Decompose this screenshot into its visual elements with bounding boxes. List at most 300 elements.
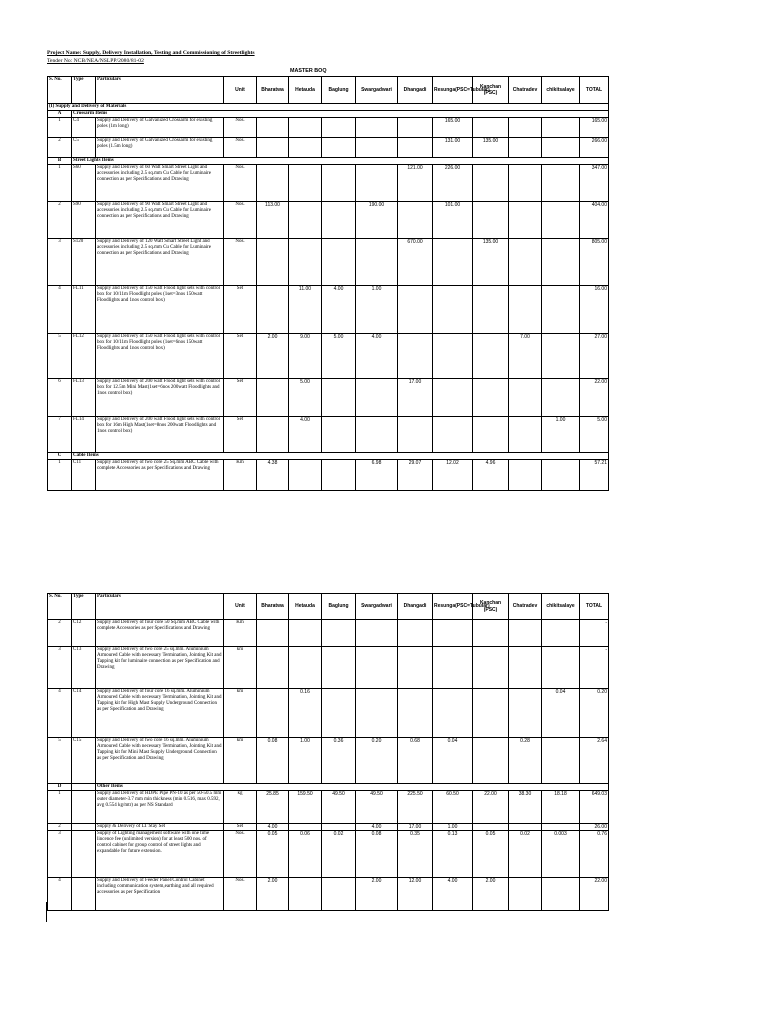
cell-quantity bbox=[322, 379, 356, 417]
cell-quantity bbox=[398, 689, 433, 738]
cell-quantity bbox=[509, 165, 542, 202]
cell-quantity: 25.85 bbox=[257, 791, 289, 824]
col-baglung: Baglung bbox=[322, 77, 356, 104]
cell-sno: 5 bbox=[48, 738, 72, 784]
cell-quantity: 159.50 bbox=[289, 791, 322, 824]
cell-unit: Nos. bbox=[224, 118, 257, 138]
col-chikitsalaye: chikitsalaye bbox=[542, 77, 580, 104]
cell-total: 57.21 bbox=[580, 460, 609, 491]
cell-particulars: Supply and Delivery of Feeder Panel/Control Cabinet including communication system,earthing and all required accessories as per Specification bbox=[96, 878, 224, 911]
col-dhangadi: Dhangadi bbox=[398, 77, 433, 104]
cell-type: C13 bbox=[72, 647, 96, 689]
cell-total: 649.03 bbox=[580, 791, 609, 824]
table-row bbox=[48, 417, 609, 453]
cell-quantity: 0.16 bbox=[289, 689, 322, 738]
col-bharatwa: Bharatwa bbox=[257, 77, 289, 104]
cell-quantity bbox=[542, 460, 580, 491]
cell-quantity bbox=[542, 118, 580, 138]
cell-quantity bbox=[257, 689, 289, 738]
section-name: Cable Items bbox=[72, 453, 609, 460]
cell-quantity: 4.00 bbox=[322, 286, 356, 334]
table-row bbox=[48, 379, 609, 417]
section-name: Crossarm Items bbox=[72, 111, 609, 118]
cell-unit: Nos. bbox=[224, 831, 257, 878]
cell-total: - bbox=[580, 647, 609, 689]
page-edge-line bbox=[46, 902, 47, 922]
cell-quantity bbox=[542, 334, 580, 379]
cell-particulars: Supply and Delivery of 150 watt Flood light sets with control box for 10/11m Floodlight poles (1set=6nos 150watt Floodlights and 1nos control box) bbox=[96, 334, 224, 379]
cell-quantity bbox=[433, 620, 473, 647]
cell-quantity bbox=[473, 824, 509, 831]
table-header-row bbox=[48, 594, 609, 620]
cell-quantity: 12.02 bbox=[433, 460, 473, 491]
cell-unit: Nos. bbox=[224, 138, 257, 158]
cell-quantity bbox=[433, 379, 473, 417]
cell-quantity bbox=[473, 620, 509, 647]
cell-quantity bbox=[356, 239, 398, 286]
cell-total: 805.00 bbox=[580, 239, 609, 286]
section-row-a bbox=[48, 111, 609, 118]
cell-quantity: 4.38 bbox=[257, 460, 289, 491]
cell-quantity bbox=[322, 460, 356, 491]
cell-particulars: Supply and Delivery of Galvanized Crossarm for existing poles (1m long) bbox=[96, 118, 224, 138]
cell-quantity bbox=[473, 417, 509, 453]
col-particulars: Particulars bbox=[96, 594, 224, 620]
cell-quantity bbox=[356, 379, 398, 417]
cell-quantity: 4.00 bbox=[356, 334, 398, 379]
cell-type bbox=[72, 878, 96, 911]
cell-quantity bbox=[398, 620, 433, 647]
cell-quantity bbox=[322, 138, 356, 158]
cell-type: C12 bbox=[72, 620, 96, 647]
cell-particulars: Supply and Delivery of Galvanized Crossarm for existing poles (1.5m long) bbox=[96, 138, 224, 158]
cell-total: 404.00 bbox=[580, 202, 609, 239]
cell-quantity bbox=[257, 239, 289, 286]
cell-quantity: 2.00 bbox=[356, 878, 398, 911]
cell-quantity: 4.00 bbox=[289, 417, 322, 453]
cell-quantity: 670.00 bbox=[398, 239, 433, 286]
cell-sno: 1 bbox=[48, 791, 72, 824]
cell-particulars: Supply and Delivery of 60 Watt Smart Street Light and accessories including 2.5 sq.mm Cu Cable for Luminaire connection as per Specifications and Drawing bbox=[96, 165, 224, 202]
cell-total: 0.20 bbox=[580, 689, 609, 738]
cell-quantity: 165.00 bbox=[433, 118, 473, 138]
cell-particulars: Supply and Delivery of 120 Watt Smart Street Light and accessories including 2.5 sq.mm Cu Cable for Luminaire connection as per Specifications and Drawing bbox=[96, 239, 224, 286]
cell-quantity bbox=[473, 689, 509, 738]
table-row bbox=[48, 689, 609, 738]
cell-sno: 7 bbox=[48, 417, 72, 453]
cell-sno: 2 bbox=[48, 824, 72, 831]
cell-quantity bbox=[433, 689, 473, 738]
cell-unit: Nos. bbox=[224, 878, 257, 911]
cell-quantity bbox=[289, 118, 322, 138]
cell-quantity bbox=[542, 165, 580, 202]
cell-quantity bbox=[398, 118, 433, 138]
cell-quantity bbox=[509, 824, 542, 831]
cell-quantity: 1.00 bbox=[433, 824, 473, 831]
cell-quantity bbox=[509, 460, 542, 491]
cell-quantity: 190.00 bbox=[356, 202, 398, 239]
cell-quantity: 60.50 bbox=[433, 791, 473, 824]
cell-quantity: 0.08 bbox=[356, 831, 398, 878]
cell-quantity: 9.00 bbox=[289, 334, 322, 379]
cell-quantity bbox=[322, 417, 356, 453]
table-row bbox=[48, 239, 609, 286]
cell-particulars: Supply and Delivery of 200 watt Flood light sets with control box for 12.5m Mini Mast(1set=6nos 200watt Floodlights and 1nos control box) bbox=[96, 379, 224, 417]
section-row-d bbox=[48, 784, 609, 791]
cell-quantity: 1.00 bbox=[542, 417, 580, 453]
cell-quantity bbox=[433, 286, 473, 334]
cell-quantity: 121.00 bbox=[398, 165, 433, 202]
cell-sno: 4 bbox=[48, 878, 72, 911]
section-row-i bbox=[48, 104, 609, 111]
col-total: TOTAL bbox=[580, 594, 609, 620]
cell-particulars: Supply & Delivery of LT Stay Set bbox=[96, 824, 224, 831]
cell-particulars: Supply and Delivery of HDPE Pipe PN-10 as per 50-50.5 mm outer diameter-3.7 mm min thickness (min 0.516, max 0.592, avg 0.554 kg/mtr) as per NS Standard bbox=[96, 791, 224, 824]
cell-quantity bbox=[398, 202, 433, 239]
cell-type: C4 bbox=[72, 118, 96, 138]
col-sno: S. No. bbox=[48, 77, 72, 104]
cell-quantity bbox=[257, 118, 289, 138]
col-bharatwa: Bharatwa bbox=[257, 594, 289, 620]
cell-quantity: 0.20 bbox=[356, 738, 398, 784]
cell-particulars: Supply and Delivery of 90 Watt Smart Street Light and accessories including 2.5 sq.mm Cu Cable for Luminaire connection as per Specifications and Drawing bbox=[96, 202, 224, 239]
table-row bbox=[48, 165, 609, 202]
cell-sno: 6 bbox=[48, 379, 72, 417]
cell-quantity: 49.50 bbox=[322, 791, 356, 824]
cell-quantity: 2.00 bbox=[257, 334, 289, 379]
cell-quantity bbox=[509, 620, 542, 647]
cell-quantity bbox=[322, 165, 356, 202]
table-row bbox=[48, 824, 609, 831]
cell-quantity bbox=[509, 202, 542, 239]
section-i-label: (I) Supply and Delivery of Materials bbox=[48, 104, 609, 111]
col-swargadwari: Swargadwari bbox=[356, 77, 398, 104]
cell-quantity: 0.003 bbox=[542, 831, 580, 878]
cell-quantity bbox=[542, 138, 580, 158]
cell-quantity bbox=[509, 239, 542, 286]
cell-particulars: Supply and Delivery of two core 25 Sq.mm ABC Cable with complete Accessories as per Specifications and Drawing bbox=[96, 460, 224, 491]
cell-quantity bbox=[322, 202, 356, 239]
table-row bbox=[48, 647, 609, 689]
cell-quantity: 101.00 bbox=[433, 202, 473, 239]
col-particulars: Particulars bbox=[96, 77, 224, 104]
cell-quantity: 6.98 bbox=[356, 460, 398, 491]
cell-quantity bbox=[398, 417, 433, 453]
cell-quantity bbox=[398, 286, 433, 334]
cell-quantity bbox=[473, 118, 509, 138]
cell-quantity bbox=[356, 165, 398, 202]
cell-quantity bbox=[542, 239, 580, 286]
cell-quantity: 38.30 bbox=[509, 791, 542, 824]
cell-quantity: 5.00 bbox=[322, 334, 356, 379]
col-chatradev: Chatradev bbox=[509, 77, 542, 104]
boq-table-part-1 bbox=[47, 76, 609, 491]
cell-quantity: 4.96 bbox=[473, 460, 509, 491]
cell-type: FL12 bbox=[72, 334, 96, 379]
cell-total: 0.76 bbox=[580, 831, 609, 878]
cell-particulars: Supply and Delivery of two core 16 sq.mm. Aluminium Armoured Cable with necessary Termination, Jointing Kit and Tapping kit for Mini Mast Supply Underground Connection as per Specification and Drawing bbox=[96, 738, 224, 784]
col-chatradev: Chatradev bbox=[509, 594, 542, 620]
cell-quantity bbox=[509, 138, 542, 158]
col-chikitsalaye: chikitsalaye bbox=[542, 594, 580, 620]
cell-sno: 3 bbox=[48, 647, 72, 689]
col-hetauda: Hetauda bbox=[289, 594, 322, 620]
cell-sno: 2 bbox=[48, 620, 72, 647]
boq-table-part-2 bbox=[47, 593, 609, 911]
cell-sno: 3 bbox=[48, 831, 72, 878]
cell-quantity bbox=[257, 620, 289, 647]
section-name: Other Items bbox=[96, 784, 609, 791]
cell-type: FL11 bbox=[72, 286, 96, 334]
cell-quantity bbox=[289, 165, 322, 202]
cell-quantity: 131.00 bbox=[433, 138, 473, 158]
cell-type: C15 bbox=[72, 738, 96, 784]
cell-unit: km bbox=[224, 738, 257, 784]
cell-quantity: 0.28 bbox=[509, 738, 542, 784]
cell-quantity bbox=[289, 824, 322, 831]
cell-total: 266.00 bbox=[580, 138, 609, 158]
cell-particulars: Supply and Delivery of two core 25 sq.mm. Aluminium Armoured Cable with necessary Termination, Jointing Kit and Tapping kit for luminaire connection as per Specification and Drawing bbox=[96, 647, 224, 689]
cell-quantity bbox=[322, 239, 356, 286]
table-row bbox=[48, 831, 609, 878]
cell-total: 16.00 bbox=[580, 286, 609, 334]
cell-quantity: 0.13 bbox=[433, 831, 473, 878]
col-hetauda: Hetauda bbox=[289, 77, 322, 104]
cell-quantity: 0.68 bbox=[398, 738, 433, 784]
cell-quantity bbox=[289, 460, 322, 491]
cell-quantity bbox=[322, 824, 356, 831]
cell-unit: Set bbox=[224, 286, 257, 334]
cell-type: FL14 bbox=[72, 417, 96, 453]
cell-quantity: 22.00 bbox=[473, 791, 509, 824]
cell-type: S120 bbox=[72, 239, 96, 286]
cell-sno: 4 bbox=[48, 286, 72, 334]
cell-quantity: 0.05 bbox=[473, 831, 509, 878]
cell-type: C5 bbox=[72, 138, 96, 158]
cell-quantity: 0.36 bbox=[322, 738, 356, 784]
cell-quantity: 135.00 bbox=[473, 138, 509, 158]
section-row-b bbox=[48, 158, 609, 165]
cell-quantity bbox=[289, 620, 322, 647]
cell-total: 22.00 bbox=[580, 379, 609, 417]
cell-quantity: 113.00 bbox=[257, 202, 289, 239]
cell-quantity bbox=[356, 647, 398, 689]
cell-quantity bbox=[509, 689, 542, 738]
cell-total: 22.00 bbox=[580, 878, 609, 911]
cell-quantity bbox=[322, 689, 356, 738]
cell-quantity bbox=[257, 286, 289, 334]
cell-quantity: 226.00 bbox=[433, 165, 473, 202]
cell-type bbox=[72, 791, 96, 824]
table-row bbox=[48, 334, 609, 379]
table-row bbox=[48, 138, 609, 158]
col-resunga: Resunga(PSC=Tubular) bbox=[433, 77, 473, 104]
cell-quantity: 0.06 bbox=[289, 831, 322, 878]
cell-quantity bbox=[473, 165, 509, 202]
cell-quantity: 18.18 bbox=[542, 791, 580, 824]
cell-quantity bbox=[542, 647, 580, 689]
cell-quantity bbox=[542, 824, 580, 831]
cell-quantity bbox=[509, 878, 542, 911]
cell-sno: 4 bbox=[48, 689, 72, 738]
table-row bbox=[48, 118, 609, 138]
cell-quantity: 0.05 bbox=[257, 831, 289, 878]
col-unit: Unit bbox=[224, 77, 257, 104]
cell-quantity bbox=[433, 334, 473, 379]
cell-quantity: 225.50 bbox=[398, 791, 433, 824]
cell-quantity bbox=[509, 118, 542, 138]
col-unit: Unit bbox=[224, 594, 257, 620]
cell-quantity bbox=[473, 738, 509, 784]
cell-unit: Set bbox=[224, 379, 257, 417]
cell-quantity bbox=[322, 118, 356, 138]
col-baglung: Baglung bbox=[322, 594, 356, 620]
cell-particulars: Supply and Delivery of four core 50 Sq.mm ABC Cable with complete Accessories as per Specifications and Drawing bbox=[96, 620, 224, 647]
cell-unit: Set bbox=[224, 417, 257, 453]
cell-quantity bbox=[322, 878, 356, 911]
cell-quantity bbox=[473, 647, 509, 689]
table-row bbox=[48, 620, 609, 647]
cell-quantity bbox=[356, 417, 398, 453]
cell-quantity bbox=[542, 738, 580, 784]
cell-quantity bbox=[356, 689, 398, 738]
table-row bbox=[48, 460, 609, 491]
cell-quantity bbox=[289, 202, 322, 239]
cell-quantity bbox=[473, 286, 509, 334]
cell-quantity bbox=[257, 647, 289, 689]
cell-particulars: Supply and Delivery of 200 watt Flood light sets with control box for 16m High Mast(1set=8nos 200watt Floodlights and 1nos control box) bbox=[96, 417, 224, 453]
cell-sno: 3 bbox=[48, 239, 72, 286]
cell-sno: 2 bbox=[48, 138, 72, 158]
col-total: TOTAL bbox=[580, 77, 609, 104]
cell-quantity: 1.00 bbox=[289, 738, 322, 784]
cell-quantity bbox=[398, 334, 433, 379]
cell-quantity bbox=[322, 620, 356, 647]
table-row bbox=[48, 878, 609, 911]
table-row bbox=[48, 738, 609, 784]
cell-quantity: 11.00 bbox=[289, 286, 322, 334]
cell-quantity bbox=[289, 647, 322, 689]
table-header-row bbox=[48, 77, 609, 104]
cell-type: FL13 bbox=[72, 379, 96, 417]
tender-number: Tender No: NCB/NEA/NSLPP/2080/81-02 bbox=[47, 58, 144, 64]
cell-sno: 1 bbox=[48, 118, 72, 138]
cell-unit: km bbox=[224, 689, 257, 738]
cell-quantity bbox=[509, 379, 542, 417]
cell-particulars: Supply of Lighting management software with one time lincence fee (unlimited version) for at least 500 nos. of control cabinet for group control of street lights and expandable for future extension. bbox=[96, 831, 224, 878]
cell-sno: 2 bbox=[48, 202, 72, 239]
table-row bbox=[48, 286, 609, 334]
cell-total: 2.64 bbox=[580, 738, 609, 784]
cell-sno: 1 bbox=[48, 165, 72, 202]
cell-type bbox=[72, 824, 96, 831]
cell-quantity bbox=[473, 334, 509, 379]
col-kanchan: Kanchan (PSC) bbox=[473, 594, 509, 620]
section-letter: C bbox=[48, 453, 72, 460]
cell-quantity: 17.00 bbox=[398, 824, 433, 831]
section-letter: A bbox=[48, 111, 72, 118]
cell-total: 5.00 bbox=[580, 417, 609, 453]
cell-type bbox=[72, 831, 96, 878]
cell-quantity bbox=[433, 647, 473, 689]
cell-quantity bbox=[398, 647, 433, 689]
cell-quantity: 0.04 bbox=[542, 689, 580, 738]
cell-quantity: 2.00 bbox=[257, 878, 289, 911]
section-letter: D bbox=[48, 784, 72, 791]
section-letter: B bbox=[48, 158, 72, 165]
boq-title: MASTER BOQ bbox=[290, 68, 327, 74]
cell-quantity: 12.00 bbox=[398, 878, 433, 911]
cell-quantity: 1.00 bbox=[356, 286, 398, 334]
cell-quantity bbox=[322, 647, 356, 689]
cell-total: - bbox=[580, 620, 609, 647]
cell-quantity bbox=[473, 202, 509, 239]
cell-unit: Set bbox=[224, 334, 257, 379]
table-row bbox=[48, 791, 609, 824]
cell-quantity: 5.00 bbox=[289, 379, 322, 417]
cell-total: 26.00 bbox=[580, 824, 609, 831]
col-kanchan: Kanchan (PSC) bbox=[473, 77, 509, 104]
cell-unit: km bbox=[224, 647, 257, 689]
cell-total: 27.00 bbox=[580, 334, 609, 379]
cell-quantity bbox=[542, 878, 580, 911]
cell-quantity: 135.00 bbox=[473, 239, 509, 286]
cell-total: 165.00 bbox=[580, 118, 609, 138]
cell-quantity bbox=[289, 878, 322, 911]
section-row-c bbox=[48, 453, 609, 460]
section-name: Street Lights Items bbox=[72, 158, 609, 165]
cell-quantity bbox=[473, 379, 509, 417]
cell-quantity bbox=[433, 239, 473, 286]
cell-unit: Set bbox=[224, 824, 257, 831]
cell-quantity: 7.00 bbox=[509, 334, 542, 379]
cell-unit: Nos. bbox=[224, 165, 257, 202]
cell-quantity bbox=[509, 286, 542, 334]
cell-quantity bbox=[542, 379, 580, 417]
cell-quantity bbox=[257, 138, 289, 158]
cell-unit: Km bbox=[224, 620, 257, 647]
col-type: Type bbox=[72, 594, 96, 620]
cell-type: C11 bbox=[72, 460, 96, 491]
col-swargadwari: Swargadwari bbox=[356, 594, 398, 620]
cell-quantity bbox=[398, 138, 433, 158]
cell-quantity bbox=[542, 202, 580, 239]
cell-quantity bbox=[289, 239, 322, 286]
cell-quantity: 4.00 bbox=[356, 824, 398, 831]
cell-quantity bbox=[356, 138, 398, 158]
cell-quantity: 49.50 bbox=[356, 791, 398, 824]
cell-quantity: 0.04 bbox=[433, 738, 473, 784]
cell-sno: 1 bbox=[48, 460, 72, 491]
cell-particulars: Supply and Delivery of 150 watt Flood light sets with control box for 10/11m Floodlight poles (1set=3nos 150watt Floodlights and 1nos control box) bbox=[96, 286, 224, 334]
cell-total: 347.00 bbox=[580, 165, 609, 202]
cell-type: C14 bbox=[72, 689, 96, 738]
cell-quantity bbox=[289, 138, 322, 158]
cell-unit: Nos. bbox=[224, 239, 257, 286]
col-sno: S. No. bbox=[48, 594, 72, 620]
project-name: Project Name: Supply, Delivery Installation, Testing and Commissioning of Streetlights bbox=[47, 50, 255, 56]
cell-quantity bbox=[542, 286, 580, 334]
cell-quantity bbox=[257, 417, 289, 453]
cell-unit: Nos. bbox=[224, 202, 257, 239]
table-row bbox=[48, 202, 609, 239]
cell-quantity bbox=[509, 647, 542, 689]
cell-quantity: 4.00 bbox=[433, 878, 473, 911]
cell-quantity bbox=[542, 620, 580, 647]
cell-unit: Km bbox=[224, 460, 257, 491]
cell-quantity: 17.00 bbox=[398, 379, 433, 417]
cell-quantity: 2.00 bbox=[473, 878, 509, 911]
